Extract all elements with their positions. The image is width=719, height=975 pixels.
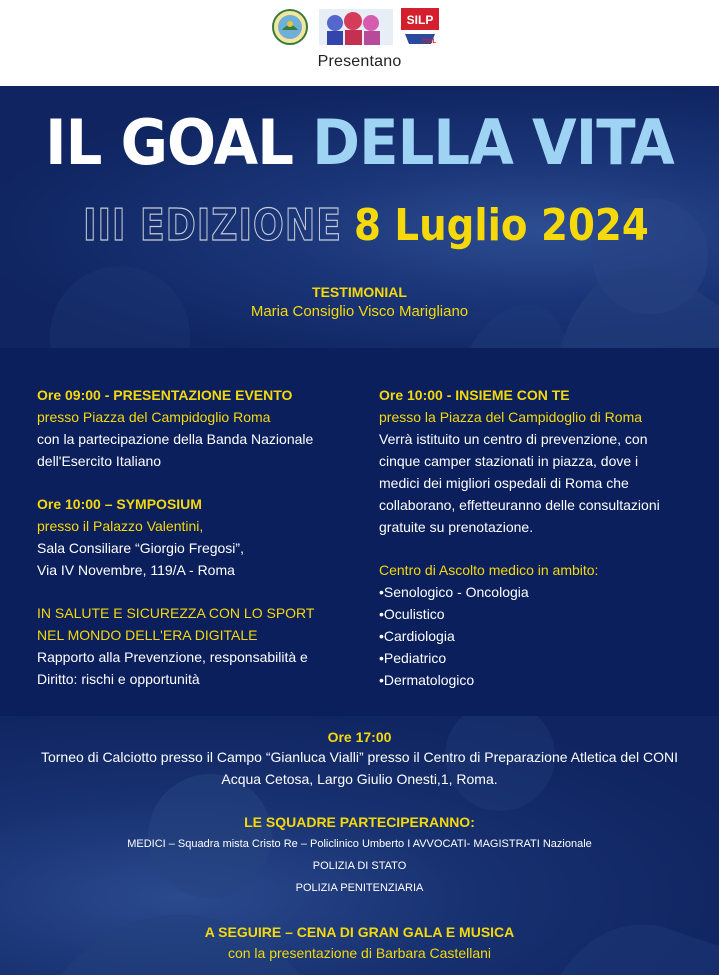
center-title: Centro di Ascolto medico in ambito: <box>379 562 599 578</box>
event1-desc-line: con la partecipazione della Banda Nazionale <box>37 431 314 447</box>
silp-logo-text: SILP <box>406 13 434 27</box>
event-title <box>25 106 694 179</box>
list-item: • Senologico - Oncologia <box>379 581 699 603</box>
colorful-figures-logo <box>319 9 393 45</box>
list-item: • Pediatrico <box>379 647 699 669</box>
insieme-desc-line: Verrà istituito un centro di prevenzione, con <box>379 431 648 447</box>
edition-date-line <box>0 200 719 251</box>
gala-host: con la presentazione di Barbara Castellani <box>227 945 492 961</box>
team-entry: POLIZIA PENITENZIARIA <box>295 882 424 894</box>
program-left-column <box>37 384 357 690</box>
event2-title: Ore 10:00 – SYMPOSIUM <box>37 496 202 512</box>
list-item: • Cardiologia <box>379 625 699 647</box>
event2-place: presso il Palazzo Valentini, <box>37 518 204 534</box>
gala-title: A SEGUIRE – CENA DI GRAN GALA E MUSICA <box>204 924 515 940</box>
topic-desc-line: Diritto: rischi e opportunità <box>37 671 200 687</box>
topic-title-line: NEL MONDO DELL'ERA DIGITALE <box>37 627 258 643</box>
list-item: • Dermatologico <box>379 669 699 691</box>
insieme-desc-line: collaborano, effetteuranno delle consultazioni <box>379 497 660 513</box>
title-part-blue: DELLA VITA <box>312 106 674 179</box>
teams-title: LE SQUADRE PARTECIPERANNO: <box>244 814 475 830</box>
topic-desc-line: Rapporto alla Prevenzione, responsabilità e <box>37 649 308 665</box>
testimonial-name: Maria Consiglio Visco Marigliano <box>250 303 469 320</box>
tournament-desc-line: Acqua Cetosa, Largo Giulio Onesti,1, Roma. <box>221 771 498 787</box>
team-entry: POLIZIA DI STATO <box>312 860 407 872</box>
insieme-desc-line: gratuite su prenotazione. <box>379 519 534 535</box>
silp-cgil-logo <box>401 8 439 46</box>
cgil-logo-text: CGIL <box>421 39 437 45</box>
team-entry: MEDICI – Squadra mista Cristo Re – Policlinico Umberto I AVVOCATI- MAGISTRATI Nazionale <box>127 838 592 850</box>
insieme-event-place: presso la Piazza del Campidoglio di Roma <box>379 409 643 425</box>
tournament-time: Ore 17:00 <box>327 729 392 745</box>
testimonial-label: TESTIMONIAL <box>312 284 407 300</box>
header-bar <box>0 0 719 86</box>
edition-label: III EDIZIONE <box>83 200 342 251</box>
event1-title: Ore 09:00 - PRESENTAZIONE EVENTO <box>37 387 293 403</box>
hero-section <box>0 86 719 348</box>
presenting-label: Presentano <box>317 53 402 70</box>
topic-title-line: IN SALUTE E SICUREZZA CON LO SPORT <box>37 605 315 621</box>
program-right-column <box>379 384 699 691</box>
event1-place: presso Piazza del Campidoglio Roma <box>37 409 271 425</box>
tournament-section <box>0 716 719 975</box>
event2-desc-line: Sala Consiliare “Giorgio Fregosi”, <box>37 540 244 556</box>
event-date: 8 Luglio 2024 <box>353 200 649 251</box>
program-section <box>0 348 719 716</box>
sponsor-logos <box>0 8 719 48</box>
list-item: • Oculistico <box>379 603 699 625</box>
circular-emblem-logo <box>272 8 308 46</box>
tournament-desc-line: Torneo di Calciotto presso il Campo “Gianluca Vialli” presso il Centro di Preparazione Atletica del CONI <box>40 749 679 765</box>
insieme-desc-line: cinque camper stazionati in piazza, dove i <box>379 453 639 469</box>
center-specialties-list <box>379 581 699 691</box>
title-part-white: IL GOAL <box>45 106 294 179</box>
event1-desc-line: dell'Esercito Italiano <box>37 453 162 469</box>
insieme-desc-line: medici dei migliori ospedali di Roma che <box>379 475 629 491</box>
event2-desc-line: Via IV Novembre, 119/A - Roma <box>37 562 235 578</box>
insieme-event-title: Ore 10:00 - INSIEME CON TE <box>379 387 570 403</box>
